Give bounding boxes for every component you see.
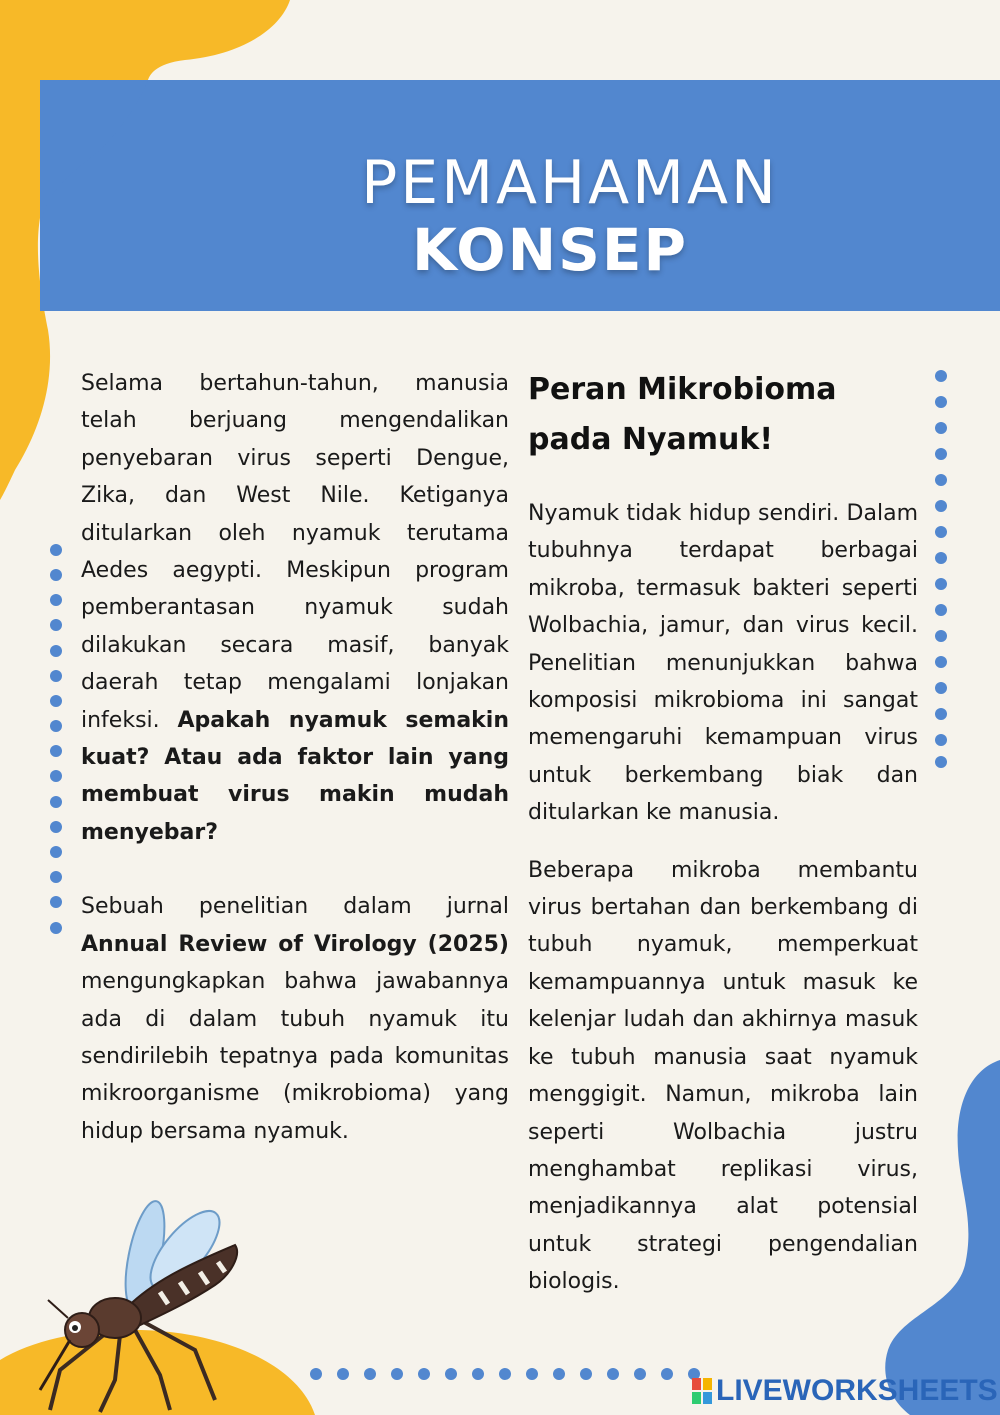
mosquito-illustration [20, 1200, 250, 1415]
left-paragraph-2-text: mengungkapkan bahwa jawabannya ada di dalam tubuh nyamuk itu sendirilebih tepatnya pada komunitas mikroorganisme (mikrobioma) yang hidup bersama nyamuk. [81, 969, 509, 1144]
title-line-1: PEMAHAMAN [361, 148, 779, 218]
left-paragraph-1 [81, 365, 509, 851]
banner-left-curve [40, 80, 160, 311]
left-paragraph-2-lead: Sebuah penelitian dalam jurnal [81, 894, 509, 920]
liveworksheets-logo [692, 1374, 998, 1408]
left-paragraph-1-text: Selama bertahun-tahun, manusia telah berjuang mengendalikan penyebaran virus seperti Dengue, Zika, dan West Nile. Ketiganya ditularkan oleh nyamuk terutama Aedes aegypti. Meskipun program pemberantasan nyamuk sudah dilakukan secara masif, banyak daerah tetap mengalami lonjakan infeksi. [81, 371, 509, 733]
left-paragraph-2 [81, 888, 509, 1150]
title-line-2: KONSEP [411, 216, 689, 284]
right-paragraph-1: Nyamuk tidak hidup sendiri. Dalam tubuhnya terdapat berbagai mikroba, termasuk bakteri seperti Wolbachia, jamur, dan virus kecil. Penelitian menunjukkan bahwa komposisi mikrobioma ini sangat memengaruhi kemampuan virus untuk berkembang biak dan ditularkan ke manusia. [528, 501, 918, 826]
right-paragraph-2: Beberapa mikroba membantu virus bertahan dan berkembang di tubuh nyamuk, memperkuat kemampuannya untuk masuk ke kelenjar ludah dan akhirnya masuk ke tubuh manusia saat nyamuk menggigit. Namun, mikroba lain seperti Wolbachia justru menghambat replikasi virus, menjadikannya alat potensial untuk strategi pengendalian biologis. [528, 857, 918, 1295]
liveworksheets-text: LIVEWORKSHEETS [716, 1374, 998, 1407]
left-paragraph-1-question: Apakah nyamuk semakin kuat? Atau ada faktor lain yang membuat virus makin mudah menyebar? [81, 707, 509, 845]
liveworksheets-mark-icon [692, 1378, 712, 1404]
section-heading: Peran Mikrobioma pada Nyamuk! [528, 372, 837, 457]
journal-citation: Annual Review of Virology (2025) [81, 931, 509, 957]
left-column [81, 365, 509, 1150]
blue-blob-bottom-right [880, 1060, 1000, 1415]
right-column [528, 365, 918, 1301]
